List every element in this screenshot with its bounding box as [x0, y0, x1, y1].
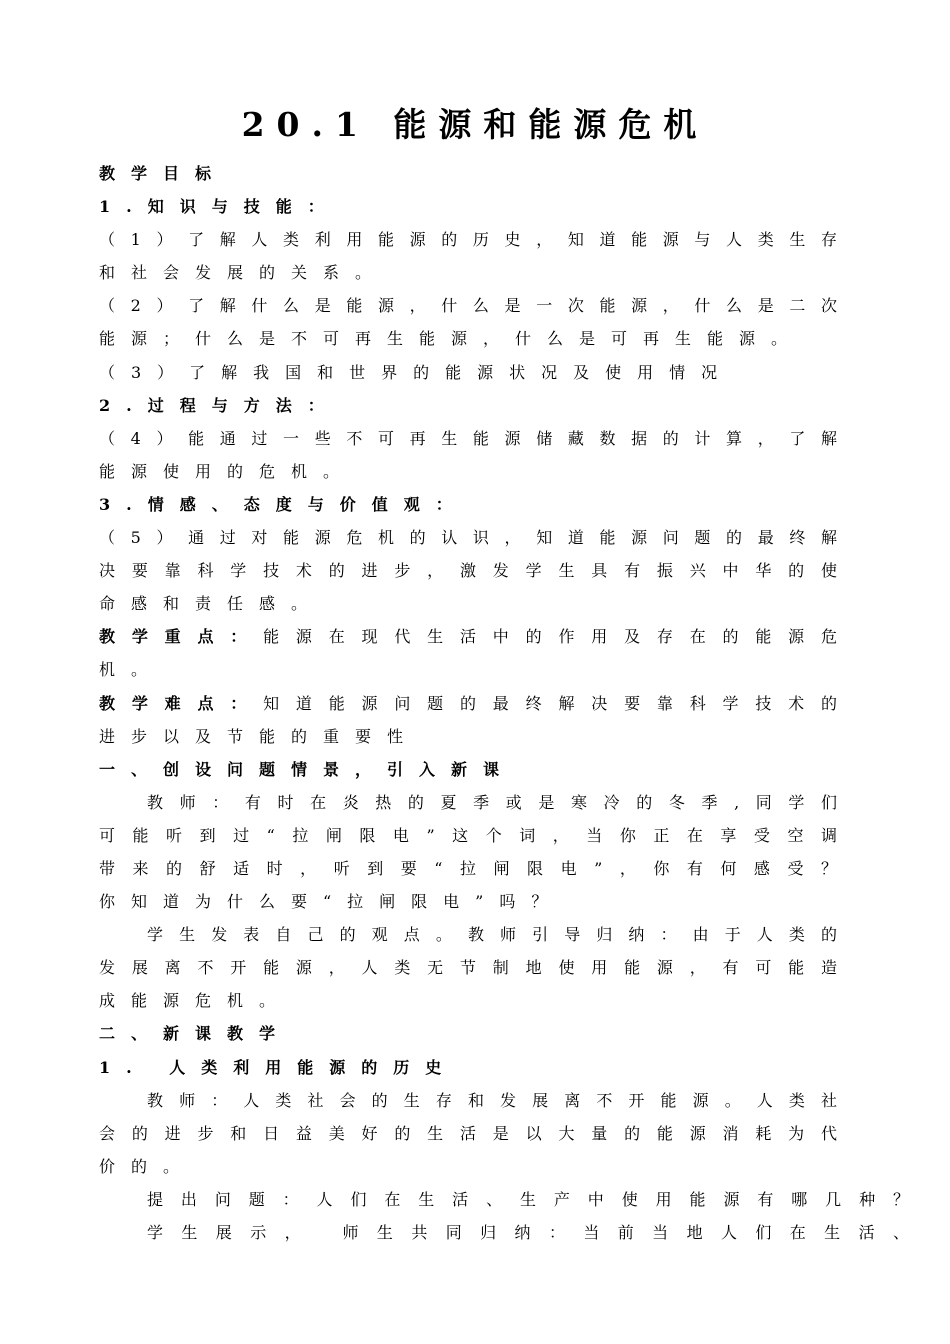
text-line: （1）了解人类利用能源的历史，知道能源与人类生存 [99, 230, 837, 250]
paragraph-line: 学生发表自己的观点。教师引导归纳：由于人类的 [147, 925, 837, 945]
text-line: 决要靠科学技术的进步，激发学生具有振兴中华的使 [99, 561, 837, 581]
paragraph-line: 价的。 [99, 1156, 196, 1176]
difficulty-continuation: 进步以及节能的重要性 [99, 726, 420, 746]
difficulty-line [99, 687, 837, 720]
difficulty-text: 知道能源问题的最终解决要靠科学技术的 [263, 693, 837, 713]
document-body [99, 157, 909, 1249]
key-point-continuation: 机。 [99, 660, 164, 680]
paragraph-line: 发展离不开能源，人类无节制地使用能源，有可能造 [99, 958, 837, 978]
difficulty-label: 教学难点： [99, 693, 264, 713]
text-line: （2）了解什么是能源，什么是一次能源，什么是二次 [99, 296, 837, 316]
subheading-knowledge-skills: 1.知识与技能： [99, 197, 340, 217]
paragraph-line: 教师：有时在炎热的夏季或是寒冷的冬季,同学们 [147, 792, 837, 812]
paragraph-line: 学生展示， 师生共同归纳：当前当地人们在生活、 [147, 1223, 909, 1242]
key-point-text: 能源在现代生活中的作用及存在的能源危 [263, 627, 837, 647]
paragraph-line: 可能听到过“拉闸限电”这个词，当你正在享受空调 [99, 825, 837, 845]
text-line: 能源；什么是不可再生能源，什么是可再生能源。 [99, 329, 804, 349]
paragraph-line: 提出问题：人们在生活、生产中使用能源有哪几种？ [147, 1189, 909, 1209]
section-heading-new-lesson: 二、新课教学 [99, 1024, 292, 1044]
key-point-line [99, 620, 837, 653]
subheading-attitude-values: 3.情感、态度与价值观： [99, 494, 468, 514]
paragraph-line: 教师：人类社会的生存和发展离不开能源。人类社 [147, 1090, 837, 1110]
subheading-process-method: 2.过程与方法： [99, 395, 340, 415]
paragraph-line: 成能源危机。 [99, 991, 292, 1011]
text-line: （4）能通过一些不可再生能源储藏数据的计算，了解 [99, 428, 837, 448]
key-point-label: 教学重点： [99, 627, 264, 647]
section-heading-objectives: 教学目标 [99, 164, 228, 183]
paragraph-line: 你知道为什么要“拉闸限电”吗？ [99, 892, 564, 912]
section-heading-intro: 一、创设问题情景，引入新课 [99, 759, 516, 779]
subheading-energy-history: 1. 人类利用能源的历史 [99, 1057, 458, 1077]
text-line: （3）了解我国和世界的能源状况及使用情况 [99, 362, 734, 382]
text-line: 和社会发展的关系。 [99, 263, 388, 283]
page-title: 20.1 能源和能源危机 [241, 105, 709, 144]
paragraph-line: 带来的舒适时，听到要“拉闸限电”，你有何感受？ [99, 858, 837, 878]
text-line: 能源使用的危机。 [99, 461, 356, 481]
paragraph-line: 会的进步和日益美好的生活是以大量的能源消耗为代 [99, 1123, 837, 1143]
text-line: （5）通过对能源危机的认识，知道能源问题的最终解 [99, 528, 837, 548]
text-line: 命感和责任感。 [99, 594, 324, 614]
